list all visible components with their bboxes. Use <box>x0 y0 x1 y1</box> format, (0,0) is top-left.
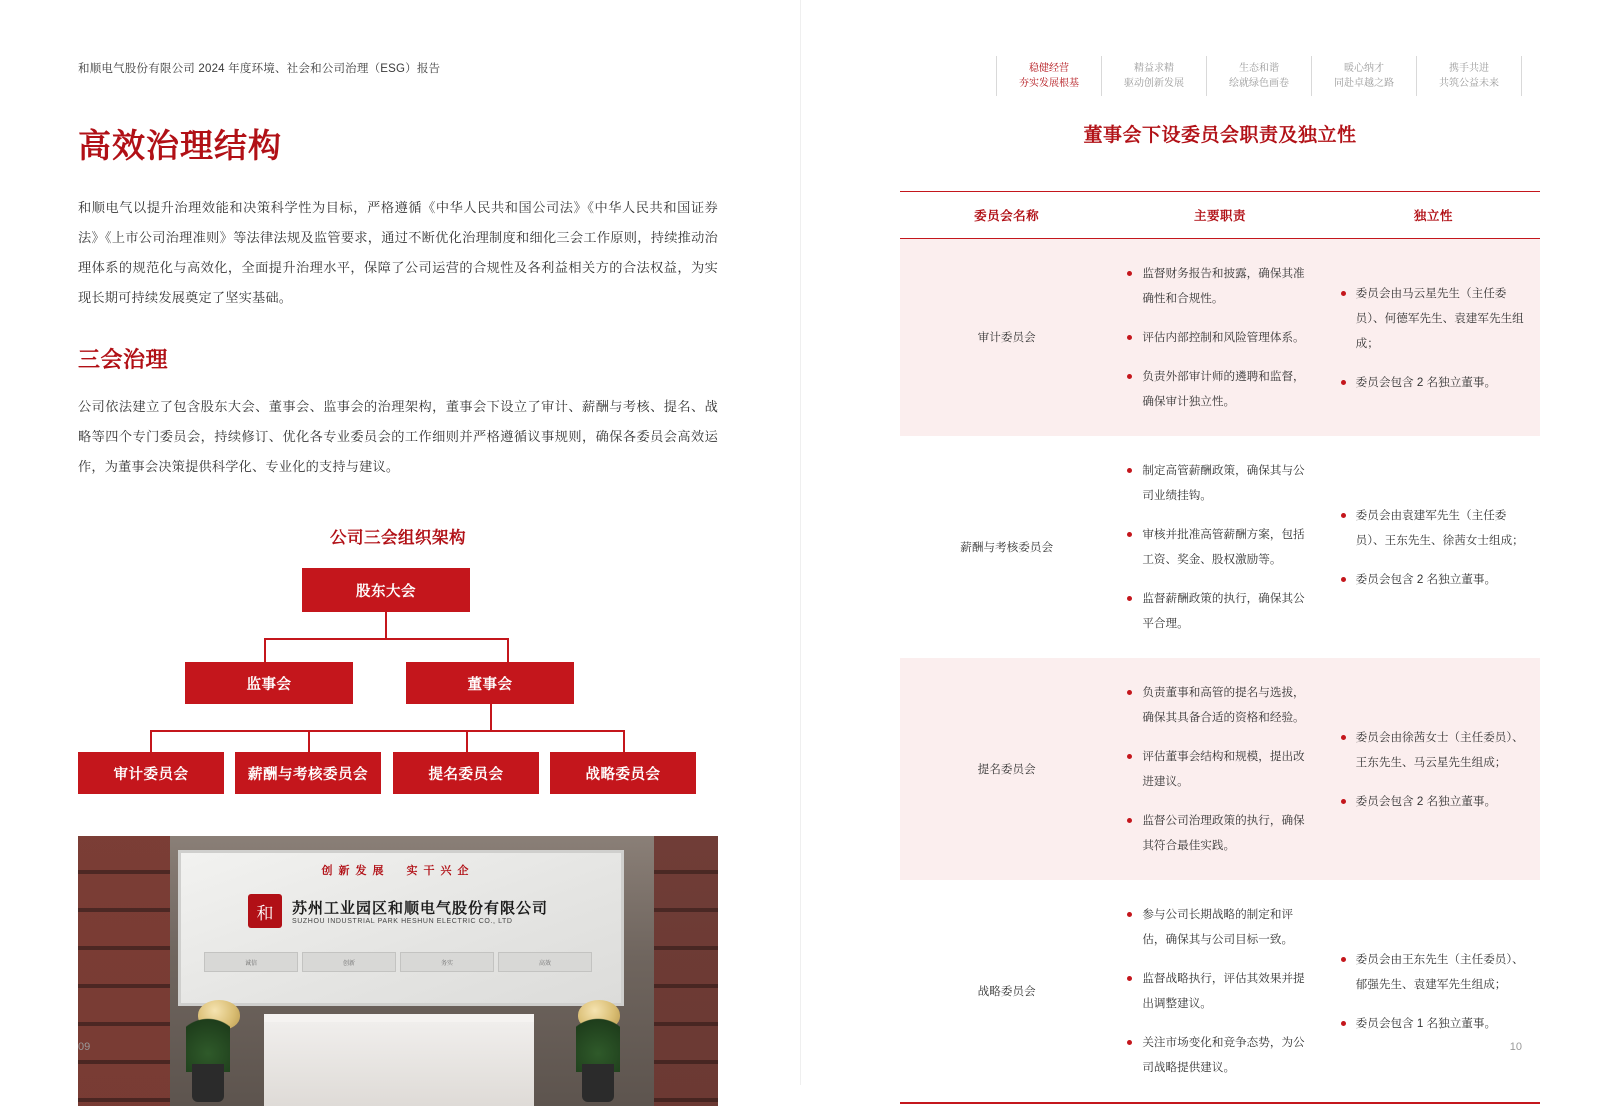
cell-independence <box>1327 880 1540 1102</box>
subsection-paragraph: 公司依法建立了包含股东大会、董事会、监事会的治理架构，董事会下设立了审计、薪酬与考核、提名、战略等四个专门委员会，持续修订、优化各专业委员会的工作细则并严格遵循议事规则，确保各委员会高效运作，为董事会决策提供科学化、专业化的支持与建议。 <box>78 399 718 474</box>
tab-line2: 共筑公益未来 <box>1439 78 1499 89</box>
duty-item: 监督薪酬政策的执行，确保其公平合理。 <box>1127 586 1312 636</box>
tab-line1: 生态和谐 <box>1239 63 1279 74</box>
independence-item: 委员会由袁建军先生（主任委员）、王东先生、徐茜女士组成； <box>1341 503 1526 553</box>
cell-duties <box>1113 239 1326 437</box>
duty-item: 评估内部控制和风险管理体系。 <box>1127 325 1312 350</box>
org-chart <box>78 568 718 818</box>
cell-duties <box>1113 658 1326 880</box>
org-node-strategy-committee: 战略委员会 <box>550 752 696 794</box>
duty-item: 审核并批准高管薪酬方案，包括工资、奖金、股权激励等。 <box>1127 522 1312 572</box>
table-row <box>900 880 1540 1102</box>
tab-line1: 携手共进 <box>1449 63 1489 74</box>
org-node-shareholders: 股东大会 <box>302 568 470 612</box>
cell-committee-name: 审计委员会 <box>900 239 1113 437</box>
independence-item: 委员会包含 1 名独立董事。 <box>1341 1011 1526 1036</box>
table-header-row <box>900 192 1540 239</box>
cell-duties <box>1113 880 1326 1102</box>
tab-stable-operation[interactable] <box>996 56 1102 96</box>
tab-innovation[interactable] <box>1102 56 1207 96</box>
independence-item: 委员会由王东先生（主任委员）、郁强先生、袁建军先生组成； <box>1341 947 1526 997</box>
independence-item: 委员会由马云星先生（主任委员）、何德军先生、袁建军先生组成； <box>1341 281 1526 356</box>
photo-company-name-cn: 苏州工业园区和顺电气股份有限公司 <box>291 900 548 917</box>
photo-plant-leaves <box>576 1010 620 1072</box>
duty-item: 制定高管薪酬政策，确保其与公司业绩挂钩。 <box>1127 458 1312 508</box>
independence-item: 委员会包含 2 名独立董事。 <box>1341 370 1526 395</box>
page-number-right: 10 <box>1509 1041 1522 1053</box>
org-connector <box>466 730 468 752</box>
table-row <box>900 658 1540 880</box>
left-page-content <box>78 120 718 1106</box>
cell-committee-name: 薪酬与考核委员会 <box>960 540 1054 554</box>
col-main-duties: 主要职责 <box>1113 192 1326 239</box>
photo-plant-left <box>182 1006 234 1102</box>
independence-item: 委员会由徐茜女士（主任委员）、王东先生、马云星先生组成； <box>1341 725 1526 775</box>
page-fold-divider <box>800 0 801 1085</box>
duty-item: 负责董事和高管的提名与选拔，确保其具备合适的资格和经验。 <box>1127 680 1312 730</box>
subsection-title: 三会治理 <box>78 347 169 372</box>
cell-independence <box>1327 658 1540 880</box>
right-page-content <box>900 120 1540 1104</box>
running-head: 和顺电气股份有限公司 2024 年度环境、社会和公司治理（ESG）报告 <box>78 63 441 75</box>
tab-public-welfare[interactable] <box>1417 56 1522 96</box>
office-lobby-photo <box>78 836 718 1106</box>
org-connector <box>150 730 624 732</box>
photo-value-1: 诚信 <box>204 952 298 972</box>
photo-logo-row <box>178 894 618 928</box>
org-connector <box>623 730 625 752</box>
org-connector <box>490 704 492 730</box>
photo-shelf-left <box>78 836 170 1106</box>
org-node-supervisory-board: 监事会 <box>185 662 353 704</box>
duty-item: 监督公司治理政策的执行，确保其符合最佳实践。 <box>1127 808 1312 858</box>
duty-item: 负责外部审计师的遴聘和监督，确保审计独立性。 <box>1127 364 1312 414</box>
photo-plant-right <box>572 1006 624 1102</box>
org-chart-title: 公司三会组织架构 <box>330 529 466 547</box>
table-row <box>900 239 1540 437</box>
duty-item: 评估董事会结构和规模，提出改进建议。 <box>1127 744 1312 794</box>
company-seal-icon: 和 <box>248 894 282 928</box>
photo-value-4: 高效 <box>498 952 592 972</box>
duty-list <box>1127 458 1312 636</box>
tab-line2: 绘就绿色画卷 <box>1229 78 1289 89</box>
duty-item: 参与公司长期战略的制定和评估，确保其与公司目标一致。 <box>1127 902 1312 952</box>
cell-duties <box>1113 436 1326 658</box>
duty-item: 关注市场变化和竞争态势，为公司战略提供建议。 <box>1127 1030 1312 1080</box>
tab-talent[interactable] <box>1312 56 1417 96</box>
photo-value-strip <box>204 952 592 972</box>
tab-line2: 驱动创新发展 <box>1124 78 1184 89</box>
duty-item: 监督战略执行，评估其效果并提出调整建议。 <box>1127 966 1312 1016</box>
photo-value-2: 创新 <box>302 952 396 972</box>
org-node-board-of-directors: 董事会 <box>406 662 574 704</box>
photo-company-name-en: SUZHOU INDUSTRIAL PARK HESHUN ELECTRIC CO., LTD <box>291 918 513 925</box>
tab-line1: 暖心纳才 <box>1344 63 1384 74</box>
right-page-title: 董事会下设委员会职责及独立性 <box>1083 125 1357 146</box>
photo-plant-pot <box>582 1064 614 1102</box>
tab-line2: 同赴卓越之路 <box>1334 78 1394 89</box>
tab-line2: 夯实发展根基 <box>1019 78 1079 89</box>
photo-shelf-right <box>654 836 718 1106</box>
org-node-nomination-committee: 提名委员会 <box>393 752 539 794</box>
committee-table <box>900 191 1540 1102</box>
page-number-left: 09 <box>78 1041 91 1053</box>
duty-list <box>1127 261 1312 414</box>
photo-slogan: 创新发展 实干兴企 <box>321 865 475 877</box>
org-connector <box>150 730 152 752</box>
page-title: 高效治理结构 <box>78 127 282 164</box>
org-node-remuneration-committee: 薪酬与考核委员会 <box>235 752 381 794</box>
photo-plant-leaves <box>186 1010 230 1072</box>
photo-reception-counter <box>264 1014 534 1106</box>
duty-list <box>1127 902 1312 1080</box>
duty-list <box>1127 680 1312 858</box>
tab-line1: 精益求精 <box>1134 63 1174 74</box>
tab-ecology[interactable] <box>1207 56 1312 96</box>
org-connector <box>264 638 266 662</box>
cell-independence <box>1327 239 1540 437</box>
cell-committee-name: 提名委员会 <box>900 658 1113 880</box>
org-connector <box>308 730 310 752</box>
intro-paragraph: 和顺电气以提升治理效能和决策科学性为目标，严格遵循《中华人民共和国公司法》《中华人民共和国证券法》《上市公司治理准则》等法律法规及监管要求，通过不断优化治理制度和细化三会工作原则，持续推动治理体系的规范化与高效化，全面提升治理水平，保障了公司运营的合规性及各利益相关方的合法权益，为实现长期可持续发展奠定了坚实基础。 <box>78 200 718 305</box>
org-node-audit-committee: 审计委员会 <box>78 752 224 794</box>
org-connector <box>385 612 387 638</box>
independence-list <box>1341 503 1526 592</box>
table-row <box>900 436 1540 658</box>
col-committee-name: 委员会名称 <box>900 192 1113 239</box>
photo-value-3: 务实 <box>400 952 494 972</box>
org-connector <box>507 638 509 662</box>
cell-committee-name: 战略委员会 <box>977 984 1036 998</box>
photo-plant-pot <box>192 1064 224 1102</box>
independence-item: 委员会包含 2 名独立董事。 <box>1341 789 1526 814</box>
cell-independence <box>1327 436 1540 658</box>
independence-list <box>1341 725 1526 814</box>
section-tab-strip <box>996 56 1522 96</box>
col-independence: 独立性 <box>1327 192 1540 239</box>
independence-list <box>1341 947 1526 1036</box>
tab-line1: 稳健经营 <box>1029 63 1069 74</box>
duty-item: 监督财务报告和披露，确保其准确性和合规性。 <box>1127 261 1312 311</box>
org-connector <box>264 638 508 640</box>
independence-list <box>1341 281 1526 395</box>
independence-item: 委员会包含 2 名独立董事。 <box>1341 567 1526 592</box>
table-bottom-rule <box>900 1102 1540 1104</box>
